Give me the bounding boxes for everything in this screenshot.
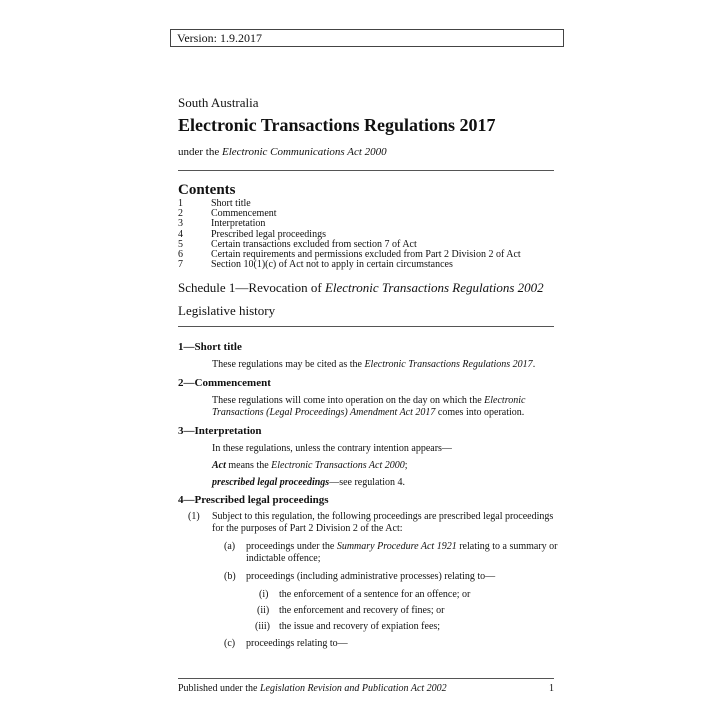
a-prefix: proceedings under the	[246, 541, 337, 552]
s2-line1-prefix: These regulations will come into operation on the day on which the	[212, 395, 485, 406]
toc-item-number: 6	[178, 249, 183, 261]
table-of-contents	[178, 199, 521, 270]
s1-text-prefix: These regulations may be cited as the	[212, 359, 365, 370]
s2-line2-suffix: comes into operation.	[435, 407, 525, 418]
s1-text-suffix: .	[532, 359, 536, 370]
toc-legislative-history[interactable]: Legislative history	[178, 303, 276, 318]
jurisdiction: South Australia	[178, 95, 259, 110]
def2-suffix: —see regulation 4.	[329, 477, 406, 488]
definition-prescribed-legal-proceedings	[212, 477, 557, 489]
schedule-prefix: Schedule 1—Revocation of	[178, 280, 325, 295]
version-label: Version: 1.9.2017	[170, 29, 564, 47]
divider	[178, 326, 554, 327]
toc-item-label: Short title	[211, 198, 251, 209]
def1-term: Act	[212, 460, 226, 471]
page-number: 1	[549, 683, 554, 694]
paragraph-number-a: (a)	[224, 541, 236, 552]
footer-prefix: Published under the	[178, 683, 260, 694]
paragraph-a-line-2: indictable offence;	[246, 553, 321, 564]
a-suffix: relating to a summary or	[456, 541, 558, 552]
subparagraph-i-text: the enforcement of a sentence for an offence; or	[279, 589, 471, 600]
page-title: Electronic Transactions Regulations 2017	[178, 115, 496, 135]
section-heading-4: 4—Prescribed legal proceedings	[178, 494, 329, 506]
enabling-act-line	[178, 146, 387, 158]
toc-item-number: 5	[178, 238, 183, 250]
toc-item[interactable]	[178, 260, 521, 270]
s1-text-italic: Electronic Transactions Regulations 2017	[364, 359, 533, 370]
subparagraph-number-ii: (ii)	[257, 605, 270, 616]
paragraph-number-c: (c)	[224, 638, 236, 649]
def2-term: prescribed legal proceedings	[212, 477, 330, 488]
enabling-act-name: Electronic Communications Act 2000	[221, 146, 387, 158]
subregulation-number: (1)	[188, 511, 200, 522]
subregulation-1-line-1: Subject to this regulation, the following proceedings are prescribed legal proceedings	[212, 511, 554, 522]
footer-italic: Legislation Revision and Publication Act 2002	[259, 683, 447, 694]
s2-line2-italic: Transactions (Legal Proceedings) Amendment Act 2017	[212, 407, 436, 418]
toc-item-label: Prescribed legal proceedings	[211, 228, 326, 240]
paragraph-number-b: (b)	[224, 571, 236, 582]
definition-act	[212, 460, 557, 472]
toc-item-number: 2	[178, 208, 183, 220]
subparagraph-iii-text: the issue and recovery of expiation fees;	[279, 621, 441, 632]
toc-item-number: 7	[178, 259, 183, 271]
contents-heading: Contents	[178, 182, 236, 198]
subregulation-1-line-2: for the purposes of Part 2 Division 2 of the Act:	[212, 523, 403, 534]
section-heading-1: 1—Short title	[178, 341, 242, 353]
section-2-line-2	[212, 407, 557, 419]
section-heading-3: 3—Interpretation	[178, 425, 262, 437]
def1-italic: Electronic Transactions Act 2000	[271, 460, 405, 471]
toc-item-number: 1	[178, 198, 183, 209]
toc-schedule[interactable]	[178, 280, 544, 296]
s2-line1-italic: Electronic	[484, 395, 526, 406]
divider	[178, 170, 554, 171]
footer-divider	[178, 678, 554, 679]
subparagraph-number-iii: (iii)	[255, 621, 270, 632]
enabling-act-prefix: under the	[178, 146, 222, 158]
subparagraph-number-i: (i)	[259, 589, 269, 600]
toc-item-number: 3	[178, 218, 183, 230]
schedule-italic: Electronic Transactions Regulations 2002	[324, 280, 544, 295]
a-italic: Summary Procedure Act 1921	[336, 541, 457, 552]
toc-item-label: Commencement	[211, 208, 277, 220]
paragraph-b-text: proceedings (including administrative processes) relating to—	[246, 571, 496, 582]
section-2-line-1	[212, 395, 557, 407]
toc-item-label: Section 10(1)(c) of Act not to apply in certain circumstances	[211, 259, 453, 271]
def1-mid: means the	[225, 460, 272, 471]
toc-item-label: Certain requirements and permissions excluded from Part 2 Division 2 of Act	[211, 249, 521, 261]
section-3-intro: In these regulations, unless the contrary intention appears—	[212, 443, 452, 454]
paragraph-c-text: proceedings relating to—	[246, 638, 348, 649]
paragraph-a-line-1	[246, 541, 561, 553]
section-1-text	[212, 359, 557, 371]
toc-item-label: Interpretation	[211, 218, 266, 230]
toc-item-number: 4	[178, 228, 183, 240]
subparagraph-ii-text: the enforcement and recovery of fines; or	[279, 605, 445, 616]
toc-item-label: Certain transactions excluded from section 7 of Act	[211, 238, 417, 250]
section-heading-2: 2—Commencement	[178, 377, 271, 389]
footer-publication-note	[178, 683, 447, 694]
def1-suffix: ;	[404, 460, 408, 471]
